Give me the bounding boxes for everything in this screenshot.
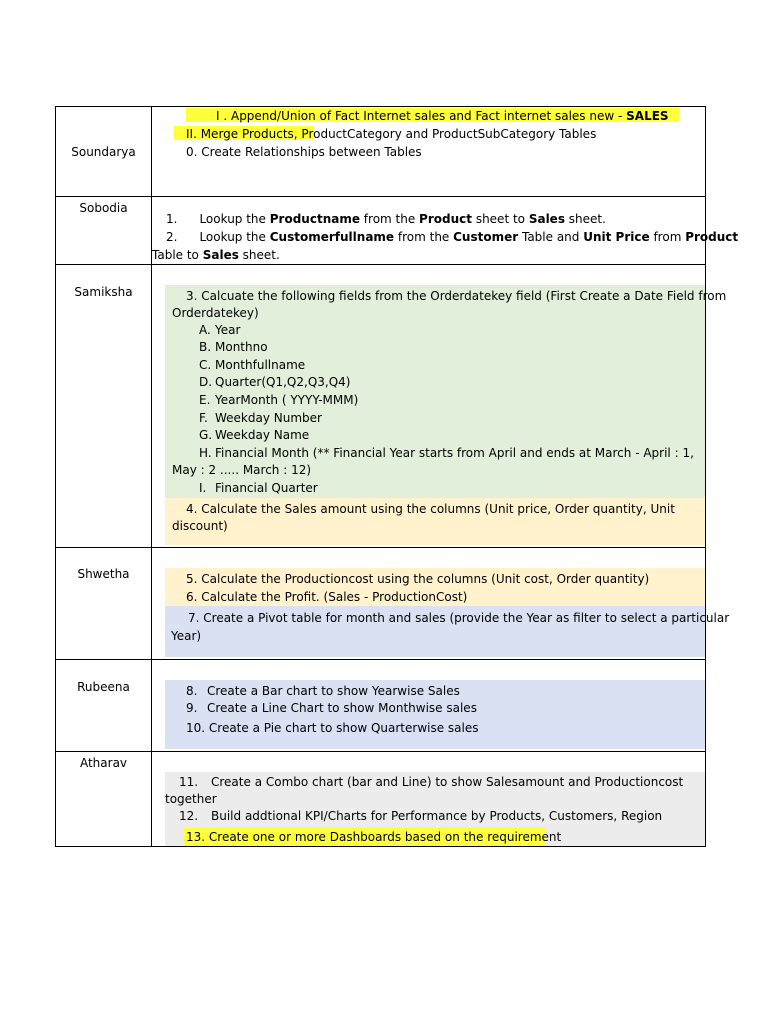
assignee-name: Samiksha — [74, 285, 133, 299]
task-text: Lookup the — [199, 230, 270, 244]
task-text: Table to — [152, 248, 203, 262]
task-text: Monthno — [215, 340, 268, 354]
row-divider — [55, 751, 706, 752]
task-text-bold: Sales — [202, 248, 239, 262]
task-text-bold: Customer — [453, 230, 519, 244]
task-line: 13. Create one or more Dashboards based on the requirement — [186, 830, 562, 844]
list-item — [186, 683, 460, 699]
row-divider — [55, 547, 706, 548]
task-text: Weekday Name — [215, 428, 310, 442]
list-number: 8. — [186, 684, 198, 698]
task-text: Year — [215, 323, 241, 337]
task-line: Year) — [171, 629, 202, 643]
assignee-name: Atharav — [79, 756, 128, 770]
list-letter: A. — [199, 323, 211, 337]
task-text: Monthfullname — [215, 358, 306, 372]
list-item — [179, 774, 683, 790]
task-text: Create a Line Chart to show Monthwise sales — [207, 701, 477, 715]
task-text-bold: SALES — [626, 109, 669, 123]
column-divider — [151, 106, 152, 847]
task-line: 4. Calculate the Sales amount using the columns (Unit price, Order quantity, Unit — [186, 502, 675, 516]
task-line — [216, 108, 669, 124]
task-text: I . Append/Union of Fact Internet sales and Fact internet sales new - — [216, 109, 627, 123]
task-text-bold: Product — [685, 230, 739, 244]
list-item — [199, 357, 305, 373]
list-letter: H. — [199, 446, 212, 460]
task-text: Create a Combo chart (bar and Line) to show Salesamount and Productioncost — [211, 775, 684, 789]
list-item — [199, 322, 240, 338]
list-number: 12. — [179, 809, 199, 823]
task-text: Quarter(Q1,Q2,Q3,Q4) — [215, 375, 351, 389]
list-item — [199, 445, 694, 461]
task-line: 10. Create a Pie chart to show Quarterwise sales — [186, 721, 479, 735]
task-text: from the — [394, 230, 454, 244]
task-text-bold: Unit Price — [583, 230, 650, 244]
task-text: Build addtional KPI/Charts for Performance by Products, Customers, Region — [211, 809, 663, 823]
task-line: together — [165, 792, 217, 806]
task-line — [166, 229, 738, 245]
task-line: discount) — [172, 519, 228, 533]
list-item — [199, 374, 351, 390]
list-item — [199, 392, 358, 408]
list-item — [186, 700, 477, 716]
task-line: 3. Calcuate the following fields from the Orderdatekey field (First Create a Date Field from — [186, 289, 727, 303]
list-number: 1. — [166, 212, 178, 226]
list-letter: B. — [199, 340, 212, 354]
row-divider — [55, 659, 706, 660]
task-line — [152, 247, 280, 263]
assignee-name: Rubeena — [77, 680, 130, 694]
task-text: Table and — [518, 230, 584, 244]
row-divider — [55, 196, 706, 197]
task-text: sheet. — [238, 248, 280, 262]
list-item — [199, 427, 309, 443]
list-item — [199, 339, 268, 355]
list-number: 9. — [186, 701, 198, 715]
list-letter: C. — [199, 358, 212, 372]
assignee-name: Soundarya — [71, 145, 136, 159]
task-text-bold: Customerfullname — [269, 230, 395, 244]
list-letter: F. — [199, 411, 208, 425]
task-text: Lookup the — [199, 212, 270, 226]
task-line: II. Merge Products, ProductCategory and ProductSubCategory Tables — [186, 127, 597, 141]
row-divider — [55, 264, 706, 265]
list-letter: G. — [199, 428, 213, 442]
task-line: 6. Calculate the Profit. (Sales - ProductionCost) — [186, 590, 468, 604]
list-item — [199, 410, 322, 426]
list-letter: I. — [199, 481, 207, 495]
task-line: 0. Create Relationships between Tables — [186, 145, 422, 159]
task-text: from — [649, 230, 686, 244]
task-line: 5. Calculate the Productioncost using the columns (Unit cost, Order quantity) — [186, 572, 650, 586]
list-number: 11. — [179, 775, 199, 789]
task-text: Create a Bar chart to show Yearwise Sales — [207, 684, 460, 698]
list-letter: D. — [199, 375, 213, 389]
task-line: May : 2 ..... March : 12) — [172, 463, 312, 477]
task-text: sheet. — [564, 212, 606, 226]
task-text-bold: Productname — [269, 212, 360, 226]
list-item — [199, 480, 318, 496]
task-text: Financial Month (** Financial Year starts from April and ends at March - April : 1, — [215, 446, 694, 460]
task-text: YearMonth ( YYYY-MMM) — [215, 393, 359, 407]
task-text-bold: Sales — [528, 212, 565, 226]
assignee-name: Shwetha — [77, 567, 130, 581]
task-line: 7. Create a Pivot table for month and sales (provide the Year as filter to select a particular — [188, 611, 730, 625]
task-text: Weekday Number — [215, 411, 322, 425]
list-number: 2. — [166, 230, 178, 244]
list-item — [179, 808, 662, 824]
task-text: sheet to — [472, 212, 529, 226]
task-text: from the — [359, 212, 420, 226]
task-text-bold: Product — [419, 212, 472, 226]
task-line — [166, 211, 606, 227]
task-text: Financial Quarter — [215, 481, 318, 495]
assignee-name: Sobodia — [79, 201, 128, 215]
task-line: Orderdatekey) — [172, 306, 259, 320]
list-letter: E. — [199, 393, 211, 407]
